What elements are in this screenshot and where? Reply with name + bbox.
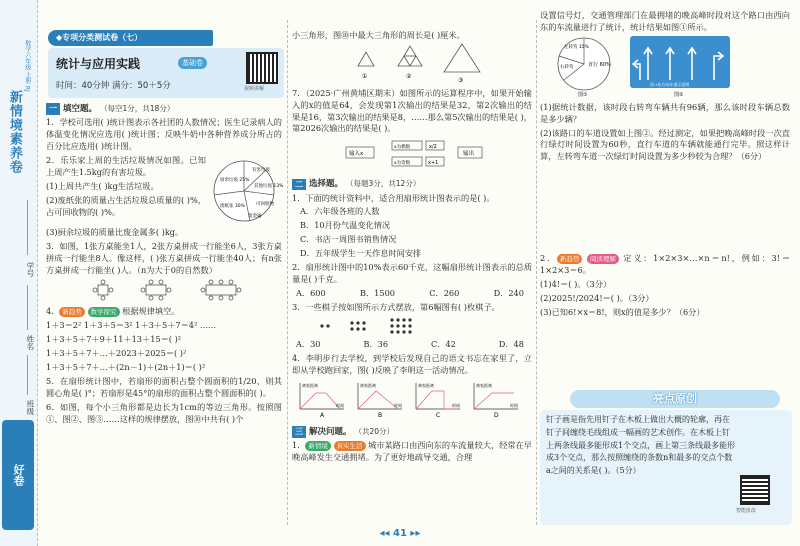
qr-caption: 智能批改 — [736, 508, 757, 514]
figure-label: ② — [406, 72, 412, 80]
pie-label: 其他垃圾 13% — [254, 183, 284, 189]
trend-pill: 新趋势 — [557, 254, 583, 264]
context-pill: 新情境 — [305, 441, 331, 451]
question-5: 5．在扇形统计图中，若扇形的面积占整个圆面积的1/20，则其圆心角是( )°；若扇形是45°的扇形的面积占整个圆面积的( )。 — [46, 375, 282, 398]
lane-diagram — [630, 36, 730, 98]
figure-caption: 图① — [578, 91, 588, 98]
section-title: 填空题。 — [63, 104, 98, 114]
flow-branch-odd: x为奇数 — [394, 161, 411, 167]
factorial-part-3: (3)已知6!×x＝8!，则x的值是多少？（6分） — [540, 306, 705, 317]
solve-question-1: 1． 新情境 真实生活 城市某路口由西向东的车流量较大，经常在早晚高峰发生交通拥堵。为了更好地疏导交通，合理 — [292, 440, 532, 463]
flow-branch-even: x为偶数 — [394, 145, 411, 151]
column-divider — [287, 20, 288, 525]
section-header — [292, 178, 532, 190]
choice-question-2: 2．扇形统计图中的10%表示60千克，这幅扇形统计图表示的总质量是( )千克。 — [292, 262, 532, 284]
paper-tag: ◆专项分类测试卷（七） — [48, 30, 213, 46]
topic-pill: 阅读理解 — [587, 254, 619, 264]
choice-option[interactable]: C．260 — [429, 287, 460, 298]
solve-question-1-text: 城市某路口由西向东的车流量较大，经常在早晚高峰发生交通拥堵。为了更好地疏导交通，合理 — [292, 440, 532, 463]
pie-label: 废金属 — [248, 213, 262, 219]
distance-time-graphs — [292, 379, 532, 419]
question-2-part-3: (3)厨余垃圾的质量比废金属多( )kg。 — [46, 226, 184, 237]
figure-label: ③ — [458, 76, 464, 84]
flowchart — [292, 137, 532, 171]
question-2-part-1: (1)上周共产生( )kg生活垃圾。 — [46, 180, 159, 191]
column-middle — [292, 30, 532, 466]
question-4-line-2: 1＋3＋5＋7＋9＋11＋13＋15＝( )² — [46, 334, 182, 345]
axis-label: 时间 — [510, 403, 518, 409]
question-2: 2．乐乐家上周的生活垃圾情况如图。已知上周产生1.5kg的有害垃圾。 — [46, 154, 206, 177]
question-6: 6．如图，每个小三角形都是边长为1cm的等边三角形。按照图①、图②、图③……这样的规律摆放，图⑩中共有( )个 — [46, 401, 282, 424]
choice-option[interactable]: D — [494, 412, 499, 420]
column-divider — [536, 20, 537, 525]
brand-logo: 好卷 — [2, 420, 34, 530]
time-score-meta: 时间：40分钟 满分：50＋5分 — [56, 81, 171, 91]
choice-option[interactable]: C — [436, 412, 441, 420]
section-number: 三 — [292, 426, 306, 438]
class-line — [27, 355, 28, 395]
column-right — [540, 10, 790, 321]
choice-option[interactable]: B — [378, 412, 383, 420]
page-number: ◂◂ 41 ▸▸ — [379, 528, 421, 539]
factorial-part-2: (2)2025!/2024!＝( )。（3分） — [540, 292, 654, 303]
qr-code-icon[interactable] — [246, 52, 278, 84]
highlight-text: 钉子画是指先用钉子在木板上做出大概的轮廓，再在钉子间缠绕毛线组成一幅画的艺术创作。在木板上钉上两条线最多能形成1个交点，画上第三条线最多能形成3个交点，那么按照缠绕的条数n和最多的交点个数a之间的关系是( )。（5分） — [546, 415, 736, 476]
question-7: 7．（2025·广州黄埔区期末）如图所示的运算程序中，如果开始输入的x的值是64，会发现第1次输出的结果是32，第2次输出的结果是16，第3次输出的结果是8，……那么第5次输出的结果是( )，第2026次输出的结果是( )。 — [292, 87, 532, 134]
pie-label: 直行 60% — [588, 61, 611, 68]
question-6-continued: 小三角形，图⑩中最大三角形的周长是( )厘米。 — [292, 30, 465, 40]
garbage-pie-chart — [208, 155, 284, 227]
question-4-line-1: 1＋3＝2² 1＋3＋5＝3² 1＋3＋5＋7＝4² …… — [46, 320, 217, 331]
section-note: （每空1分，共18分） — [100, 103, 175, 113]
choice-option[interactable]: C．42 — [431, 339, 456, 350]
factorial-definition: 定义：1×2×3×…×n＝n!，例如：3!＝1×2×3＝6。 — [540, 253, 791, 276]
choice-option[interactable]: A．六年级各班的人数 — [300, 206, 380, 217]
trend-pill: 新趋势 — [59, 307, 85, 317]
choice-option[interactable]: A — [320, 412, 325, 420]
section-note: （每题3分，共12分） — [346, 178, 421, 188]
axis-label: 时间 — [452, 403, 460, 409]
factorial-part-1: (1)4!＝( )。（3分） — [540, 279, 612, 290]
section-note: （共20分） — [354, 426, 395, 436]
chess-pattern-figure — [292, 316, 532, 336]
figure-caption: 图② — [674, 91, 684, 98]
column-left — [46, 100, 282, 427]
choice-option[interactable]: D．240 — [493, 287, 524, 298]
flow-input: 输入x — [349, 151, 364, 158]
figure-label: ① — [362, 72, 368, 80]
question-4-stem: 根据规律填空。 — [122, 306, 180, 317]
question-3: 3．如图，1张方桌能坐1人，2张方桌拼成一行能坐6人，3张方桌拼成一行能坐8人。像这样，( )张方桌拼成一行能坐40人；有n张方桌拼成一行能坐( )人。（n为大于0的自然数） — [46, 240, 282, 275]
qr-code-icon[interactable] — [740, 475, 770, 505]
axis-label: 离家距离 — [302, 383, 318, 389]
question-4-line-3: 1＋3＋5＋7＋…＋2023＋2025＝( )² — [46, 348, 187, 359]
grade-label: 数学六年级 上册 RJ — [23, 40, 31, 92]
question-1: 1．学校可选用( )统计图表示各社团的人数情况；医生记录病人的体温变化情况应选用( )统计图；反映牛奶中各种营养成分所占的百分比应选用( )统计图。 — [46, 117, 282, 152]
lane-caption: 西→东方向车道示意图 — [650, 81, 690, 87]
name-label: 姓名 — [25, 335, 35, 350]
choice-question-4: 4．李明步行去学校，到学校后发现自己的语文书忘在家里了，立即从学校跑回家，图( )反映了李明这一活动情况。 — [292, 353, 532, 376]
triangle-pattern-figure — [292, 44, 532, 84]
level-badge: 基础卷 — [178, 57, 207, 69]
qr-caption: 视频讲解 — [244, 86, 265, 92]
flow-op-half: x/2 — [429, 144, 437, 151]
traffic-pie-chart — [550, 36, 620, 98]
axis-label: 离家距离 — [418, 383, 434, 389]
choice-question-3: 3．一些棋子按如图所示方式摆放，第6幅图有( )枚棋子。 — [292, 301, 500, 312]
choice-option[interactable]: B．36 — [363, 339, 389, 350]
choice-option[interactable]: B．1500 — [359, 287, 396, 298]
pie-label: 可回收物 — [256, 201, 274, 207]
id-label: 学号 — [25, 262, 35, 277]
section-header — [292, 426, 532, 438]
pie-label: 厨余垃圾 25% — [220, 177, 250, 183]
choice-option[interactable]: A．600 — [296, 287, 326, 298]
topic-pill: 数学探究 — [88, 307, 120, 317]
choice-option[interactable]: C．书店一周图书销售情况 — [300, 234, 397, 245]
traffic-intro: 设置信号灯，交通管理部门在最拥堵的晚高峰时段对这个路口由西向东的车流量进行了统计，统计结果如图①所示。 — [540, 10, 790, 32]
choice-option[interactable]: B．10月份气温变化情况 — [300, 220, 391, 231]
topic-pill: 真实生活 — [334, 441, 366, 451]
class-label: 班级 — [25, 400, 35, 415]
axis-label: 离家距离 — [360, 383, 376, 389]
choice-option[interactable]: D．五年级学生一天作息时间安排 — [300, 248, 422, 259]
axis-label: 离家距离 — [476, 383, 492, 389]
flow-op-plus: x+1 — [428, 160, 439, 167]
axis-label: 时间 — [336, 403, 344, 409]
id-line — [27, 200, 28, 255]
pie-label: 左转弯 15% — [564, 44, 589, 50]
name-line — [27, 285, 28, 330]
section-title: 解决问题。 — [309, 427, 352, 438]
flow-output: 输出 — [463, 151, 475, 158]
question-4-line-4: 1＋3＋5＋7＋…＋(2n－1)＋(2n＋1)＝( )² — [46, 362, 206, 372]
section-number: 二 — [292, 179, 306, 191]
highlight-title: 亮点原创 — [570, 390, 780, 408]
traffic-question-2: (2)该路口的车道设置如上图②。经过测定，如果把晚高峰时段一次直行绿灯时间设置为60秒，直行车道的车辆就能通行完毕。照这样计算，左转弯车道一次绿灯时间设置为多少秒较为合理？（6分） — [540, 127, 790, 162]
section-header — [46, 103, 282, 115]
pie-label: 废纸张 30% — [220, 203, 245, 209]
pie-label: 有害垃圾 — [252, 167, 270, 173]
traffic-question-1: (1)据统计数据，该时段右转弯车辆共有96辆，那么该时段车辆总数是多少辆？ — [540, 101, 790, 124]
tables-figure — [46, 279, 282, 303]
factorial-question: 2． 新趋势 阅读理解 定义：1×2×3×…×n＝n!，例如：3!＝1×2×3＝6。 — [540, 253, 791, 276]
axis-label: 时间 — [394, 403, 402, 409]
brand-name: 新情境素养卷 — [6, 90, 22, 174]
question-2-part-2: (2)废纸张的质量占生活垃圾总质量的( )%，占可回收物的( )%。 — [46, 194, 206, 217]
choice-option[interactable]: A．30 — [296, 339, 321, 350]
question-4: 4． 新趋势 数学探究 根据规律填空。 — [46, 306, 180, 317]
section-title: 选择题。 — [309, 179, 344, 190]
pie-label: 右转弯 — [560, 64, 574, 70]
page-title: 统计与应用实践 — [56, 57, 141, 71]
choice-option[interactable]: D．48 — [498, 339, 524, 350]
choice-question-1: 1．下面的统计资料中，适合用扇形统计图表示的是( )。 — [292, 192, 495, 203]
section-number: 一 — [46, 103, 60, 115]
traffic-figures — [550, 36, 790, 98]
